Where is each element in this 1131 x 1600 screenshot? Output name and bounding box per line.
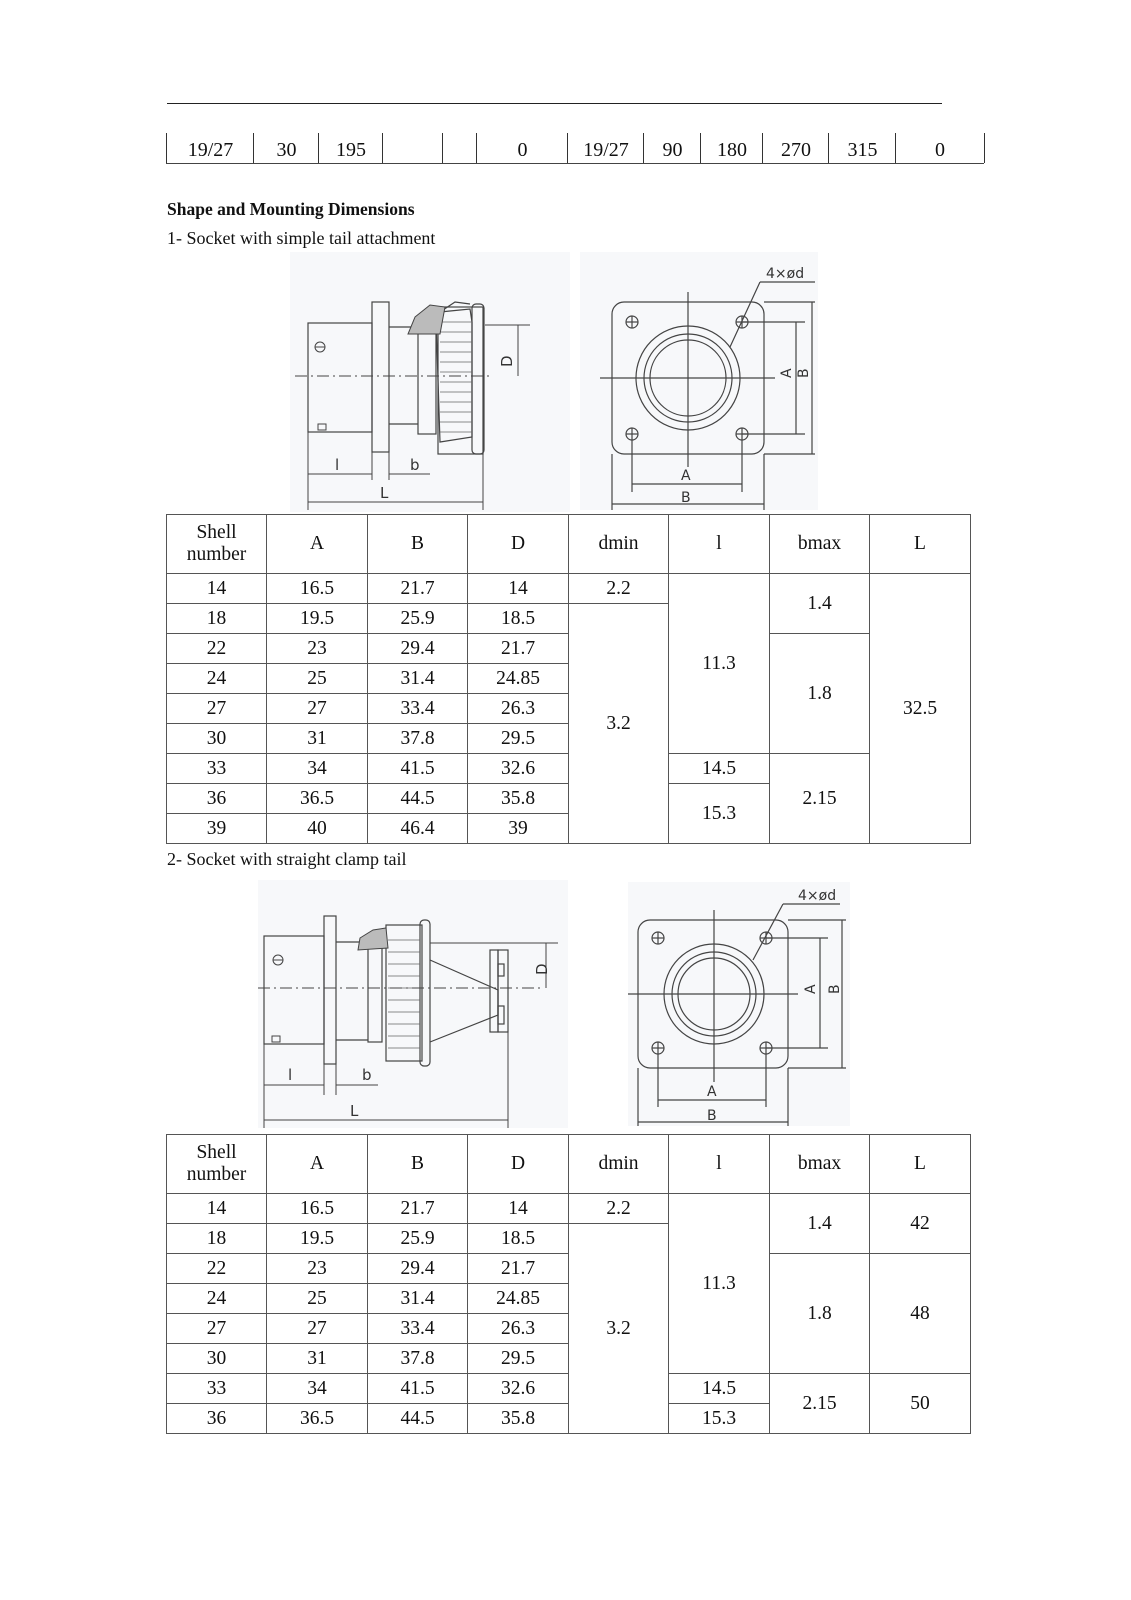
cell-bmax: 1.8 bbox=[770, 634, 870, 754]
cell-L: 50 bbox=[870, 1374, 971, 1434]
dim-label-B-vertical: B bbox=[796, 368, 812, 378]
dim-label-A-vertical: A bbox=[779, 368, 795, 378]
header-bmax: bmax bbox=[770, 1135, 870, 1194]
header-B: B bbox=[368, 1135, 468, 1194]
dim-label-l: l bbox=[335, 456, 340, 474]
cell-D: 39 bbox=[468, 814, 569, 844]
cell-A: 19.5 bbox=[267, 604, 368, 634]
table-header-row bbox=[167, 515, 971, 574]
cell-shell: 24 bbox=[167, 1284, 267, 1314]
cell-D: 18.5 bbox=[468, 1224, 569, 1254]
cell-bmax: 1.4 bbox=[770, 1194, 870, 1254]
table-header-row bbox=[167, 1135, 971, 1194]
cell-shell: 33 bbox=[167, 754, 267, 784]
cell-l: 14.5 bbox=[669, 1374, 770, 1404]
cell-shell: 18 bbox=[167, 604, 267, 634]
cell-A: 19.5 bbox=[267, 1224, 368, 1254]
header-B: B bbox=[368, 515, 468, 574]
cell-shell: 33 bbox=[167, 1374, 267, 1404]
cell-D: 26.3 bbox=[468, 1314, 569, 1344]
cell-L: 42 bbox=[870, 1194, 971, 1254]
cell: 0 bbox=[895, 133, 985, 163]
cell-D: 32.6 bbox=[468, 1374, 569, 1404]
socket-side-view-drawing-2 bbox=[258, 880, 568, 1128]
section2-caption: 2- Socket with straight clamp tail bbox=[167, 849, 407, 869]
table-row bbox=[167, 574, 971, 604]
dim-label-l: l bbox=[288, 1066, 293, 1084]
cell-D: 24.85 bbox=[468, 1284, 569, 1314]
cell-A: 27 bbox=[267, 694, 368, 724]
cell-B: 46.4 bbox=[368, 814, 468, 844]
header-l: l bbox=[669, 1135, 770, 1194]
header-L: L bbox=[870, 1135, 971, 1194]
cell-l: 11.3 bbox=[669, 1194, 770, 1374]
dim-label-A-horizontal: A bbox=[681, 468, 691, 484]
cell-L: 32.5 bbox=[870, 574, 971, 844]
cell-B: 31.4 bbox=[368, 664, 468, 694]
socket-side-view-drawing-1 bbox=[290, 252, 570, 512]
cell-D: 18.5 bbox=[468, 604, 569, 634]
socket-front-view-drawing-2 bbox=[628, 882, 850, 1126]
dim-label-b: b bbox=[362, 1066, 372, 1084]
section-heading: Shape and Mounting Dimensions bbox=[167, 199, 415, 219]
cell: 30 bbox=[253, 133, 319, 163]
cell-B: 25.9 bbox=[368, 604, 468, 634]
cell-A: 27 bbox=[267, 1314, 368, 1344]
cell-B: 37.8 bbox=[368, 1344, 468, 1374]
cell-shell: 18 bbox=[167, 1224, 267, 1254]
continued-table-row bbox=[166, 133, 984, 164]
dim-label-A-vertical: A bbox=[803, 984, 819, 994]
cell-shell: 27 bbox=[167, 694, 267, 724]
cell-shell: 22 bbox=[167, 1254, 267, 1284]
dim-label-B-vertical: B bbox=[827, 984, 843, 994]
cell-D: 14 bbox=[468, 574, 569, 604]
cell-shell: 36 bbox=[167, 784, 267, 814]
header-l: l bbox=[669, 515, 770, 574]
cell-shell: 36 bbox=[167, 1404, 267, 1434]
cell-B: 44.5 bbox=[368, 784, 468, 814]
cell-A: 25 bbox=[267, 1284, 368, 1314]
cell: 19/27 bbox=[166, 133, 254, 163]
cell-B: 44.5 bbox=[368, 1404, 468, 1434]
cell-L: 48 bbox=[870, 1254, 971, 1374]
cell-bmax: 2.15 bbox=[770, 754, 870, 844]
cell-B: 41.5 bbox=[368, 1374, 468, 1404]
cell-B: 21.7 bbox=[368, 1194, 468, 1224]
dim-label-L: L bbox=[380, 484, 389, 502]
cell-shell: 30 bbox=[167, 1344, 267, 1374]
cell: 0 bbox=[476, 133, 568, 163]
cell-D: 35.8 bbox=[468, 1404, 569, 1434]
cell-bmax: 1.8 bbox=[770, 1254, 870, 1374]
cell-l: 14.5 bbox=[669, 754, 770, 784]
dimensions-table-2 bbox=[166, 1134, 971, 1434]
cell-D: 26.3 bbox=[468, 694, 569, 724]
dim-label-B-horizontal: B bbox=[681, 490, 691, 506]
cell-shell: 14 bbox=[167, 1194, 267, 1224]
header-rule bbox=[167, 103, 942, 104]
dim-label-A-horizontal: A bbox=[707, 1084, 717, 1100]
cell-D: 35.8 bbox=[468, 784, 569, 814]
header-dmin: dmin bbox=[569, 515, 669, 574]
cell-A: 36.5 bbox=[267, 1404, 368, 1434]
cell-A: 23 bbox=[267, 634, 368, 664]
cell-dmin: 3.2 bbox=[569, 1224, 669, 1434]
header-D: D bbox=[468, 1135, 569, 1194]
dim-label-D: D bbox=[533, 963, 551, 975]
header-D: D bbox=[468, 515, 569, 574]
table-row bbox=[167, 1194, 971, 1224]
socket-front-view-drawing-1 bbox=[580, 252, 818, 510]
header-dmin: dmin bbox=[569, 1135, 669, 1194]
cell-l: 11.3 bbox=[669, 574, 770, 754]
dim-label-holes: 4×ød bbox=[798, 888, 837, 904]
cell-A: 25 bbox=[267, 664, 368, 694]
header-shell-number: Shell number bbox=[167, 515, 267, 574]
dimensions-table-1 bbox=[166, 514, 971, 844]
cell-shell: 24 bbox=[167, 664, 267, 694]
dim-label-holes: 4×ød bbox=[766, 266, 805, 282]
cell-D: 21.7 bbox=[468, 1254, 569, 1284]
cell: 195 bbox=[318, 133, 383, 163]
cell bbox=[382, 133, 443, 163]
cell-A: 23 bbox=[267, 1254, 368, 1284]
cell: 90 bbox=[643, 133, 701, 163]
cell-shell: 14 bbox=[167, 574, 267, 604]
cell: 180 bbox=[700, 133, 763, 163]
cell: 270 bbox=[762, 133, 829, 163]
cell-A: 31 bbox=[267, 1344, 368, 1374]
cell-dmin: 2.2 bbox=[569, 1194, 669, 1224]
cell-A: 31 bbox=[267, 724, 368, 754]
cell-B: 21.7 bbox=[368, 574, 468, 604]
cell bbox=[442, 133, 477, 163]
cell-shell: 22 bbox=[167, 634, 267, 664]
header-bmax: bmax bbox=[770, 515, 870, 574]
cell-l: 15.3 bbox=[669, 784, 770, 844]
section1-caption: 1- Socket with simple tail attachment bbox=[167, 228, 436, 248]
cell-A: 16.5 bbox=[267, 1194, 368, 1224]
dim-label-L: L bbox=[350, 1102, 359, 1120]
cell-shell: 30 bbox=[167, 724, 267, 754]
cell-A: 36.5 bbox=[267, 784, 368, 814]
cell-dmin: 3.2 bbox=[569, 604, 669, 844]
cell-B: 33.4 bbox=[368, 1314, 468, 1344]
cell-A: 34 bbox=[267, 1374, 368, 1404]
cell-A: 16.5 bbox=[267, 574, 368, 604]
header-shell-number: Shell number bbox=[167, 1135, 267, 1194]
cell-B: 31.4 bbox=[368, 1284, 468, 1314]
cell-D: 21.7 bbox=[468, 634, 569, 664]
cell-D: 32.6 bbox=[468, 754, 569, 784]
cell-B: 25.9 bbox=[368, 1224, 468, 1254]
header-A: A bbox=[267, 1135, 368, 1194]
cell-B: 41.5 bbox=[368, 754, 468, 784]
cell-B: 29.4 bbox=[368, 1254, 468, 1284]
cell-A: 40 bbox=[267, 814, 368, 844]
dim-label-D: D bbox=[498, 355, 516, 367]
cell: 19/27 bbox=[567, 133, 644, 163]
cell-B: 29.4 bbox=[368, 634, 468, 664]
cell-D: 14 bbox=[468, 1194, 569, 1224]
cell-B: 33.4 bbox=[368, 694, 468, 724]
dim-label-b: b bbox=[410, 456, 420, 474]
cell-bmax: 1.4 bbox=[770, 574, 870, 634]
cell-l: 15.3 bbox=[669, 1404, 770, 1434]
cell-D: 24.85 bbox=[468, 664, 569, 694]
cell-B: 37.8 bbox=[368, 724, 468, 754]
header-L: L bbox=[870, 515, 971, 574]
dim-label-B-horizontal: B bbox=[707, 1108, 717, 1124]
cell-dmin: 2.2 bbox=[569, 574, 669, 604]
cell-A: 34 bbox=[267, 754, 368, 784]
header-A: A bbox=[267, 515, 368, 574]
cell-bmax: 2.15 bbox=[770, 1374, 870, 1434]
cell-shell: 27 bbox=[167, 1314, 267, 1344]
cell-D: 29.5 bbox=[468, 724, 569, 754]
cell: 315 bbox=[828, 133, 896, 163]
cell-D: 29.5 bbox=[468, 1344, 569, 1374]
cell-shell: 39 bbox=[167, 814, 267, 844]
